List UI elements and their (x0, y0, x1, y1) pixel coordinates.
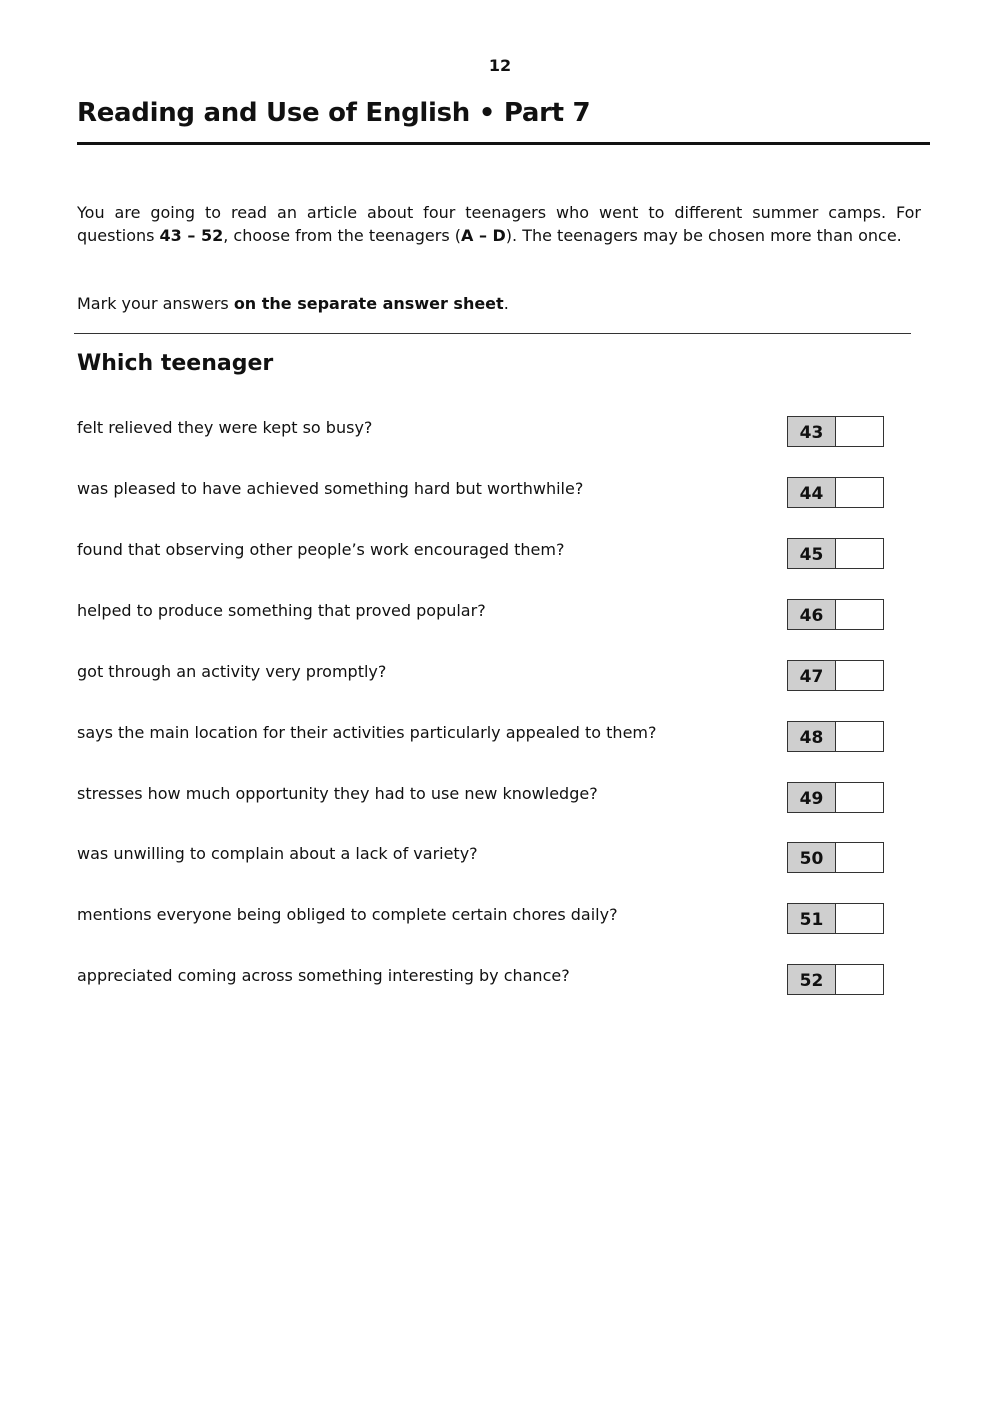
answer-input[interactable] (836, 904, 883, 933)
mark-answers-prefix: Mark your answers (77, 294, 234, 313)
question-number: 45 (788, 539, 836, 568)
question-item (77, 782, 907, 816)
question-item (77, 538, 907, 572)
answer-box (787, 660, 884, 691)
question-item (77, 660, 907, 694)
question-item (77, 964, 907, 998)
question-number: 44 (788, 478, 836, 507)
answer-input[interactable] (836, 783, 883, 812)
question-number: 50 (788, 843, 836, 872)
answer-input[interactable] (836, 661, 883, 690)
answer-box (787, 964, 884, 995)
mark-answers-emphasis: on the separate answer sheet (233, 294, 504, 313)
mark-answers-suffix: . (503, 294, 509, 313)
answer-box (787, 477, 884, 508)
page-number: 12 (488, 56, 512, 75)
question-text: got through an activity very promptly? (77, 662, 387, 681)
question-text: says the main location for their activities particularly appealed to them? (77, 723, 657, 742)
answer-input[interactable] (836, 965, 883, 994)
page-title: Reading and Use of English • Part 7 (77, 98, 591, 128)
question-text: felt relieved they were kept so busy? (77, 418, 373, 437)
answer-box (787, 842, 884, 873)
question-text: appreciated coming across something interesting by chance? (77, 966, 570, 985)
answer-box (787, 903, 884, 934)
answer-input[interactable] (836, 843, 883, 872)
section-heading: Which teenager (77, 351, 274, 376)
answer-input[interactable] (836, 600, 883, 629)
question-text: was unwilling to complain about a lack of variety? (77, 844, 478, 863)
answer-input[interactable] (836, 417, 883, 446)
instructions-text-3: ). The teenagers may be chosen more than once. (505, 226, 902, 245)
question-number: 48 (788, 722, 836, 751)
question-item (77, 416, 907, 450)
question-number: 43 (788, 417, 836, 446)
question-text: found that observing other people’s work encouraged them? (77, 540, 565, 559)
answer-box (787, 599, 884, 630)
question-item (77, 477, 907, 511)
question-item (77, 842, 907, 876)
question-number: 51 (788, 904, 836, 933)
question-number: 52 (788, 965, 836, 994)
answer-input[interactable] (836, 539, 883, 568)
question-text: was pleased to have achieved something hard but worthwhile? (77, 479, 584, 498)
question-text: stresses how much opportunity they had to use new knowledge? (77, 784, 598, 803)
question-number: 47 (788, 661, 836, 690)
question-text: mentions everyone being obliged to complete certain chores daily? (77, 905, 618, 924)
answer-box (787, 416, 884, 447)
question-item (77, 721, 907, 755)
question-number: 46 (788, 600, 836, 629)
question-number: 49 (788, 783, 836, 812)
answer-input[interactable] (836, 478, 883, 507)
answer-box (787, 721, 884, 752)
option-range: A – D (460, 226, 506, 245)
question-item (77, 903, 907, 937)
question-item (77, 599, 907, 633)
question-text: helped to produce something that proved popular? (77, 601, 486, 620)
answer-box (787, 782, 884, 813)
instructions-text-1: You are going to read an article about four teenagers who went to different summer camps. For questions (77, 203, 921, 245)
answer-input[interactable] (836, 722, 883, 751)
question-range: 43 – 52 (159, 226, 224, 245)
instructions-text-2: , choose from the teenagers ( (223, 226, 461, 245)
answer-box (787, 538, 884, 569)
